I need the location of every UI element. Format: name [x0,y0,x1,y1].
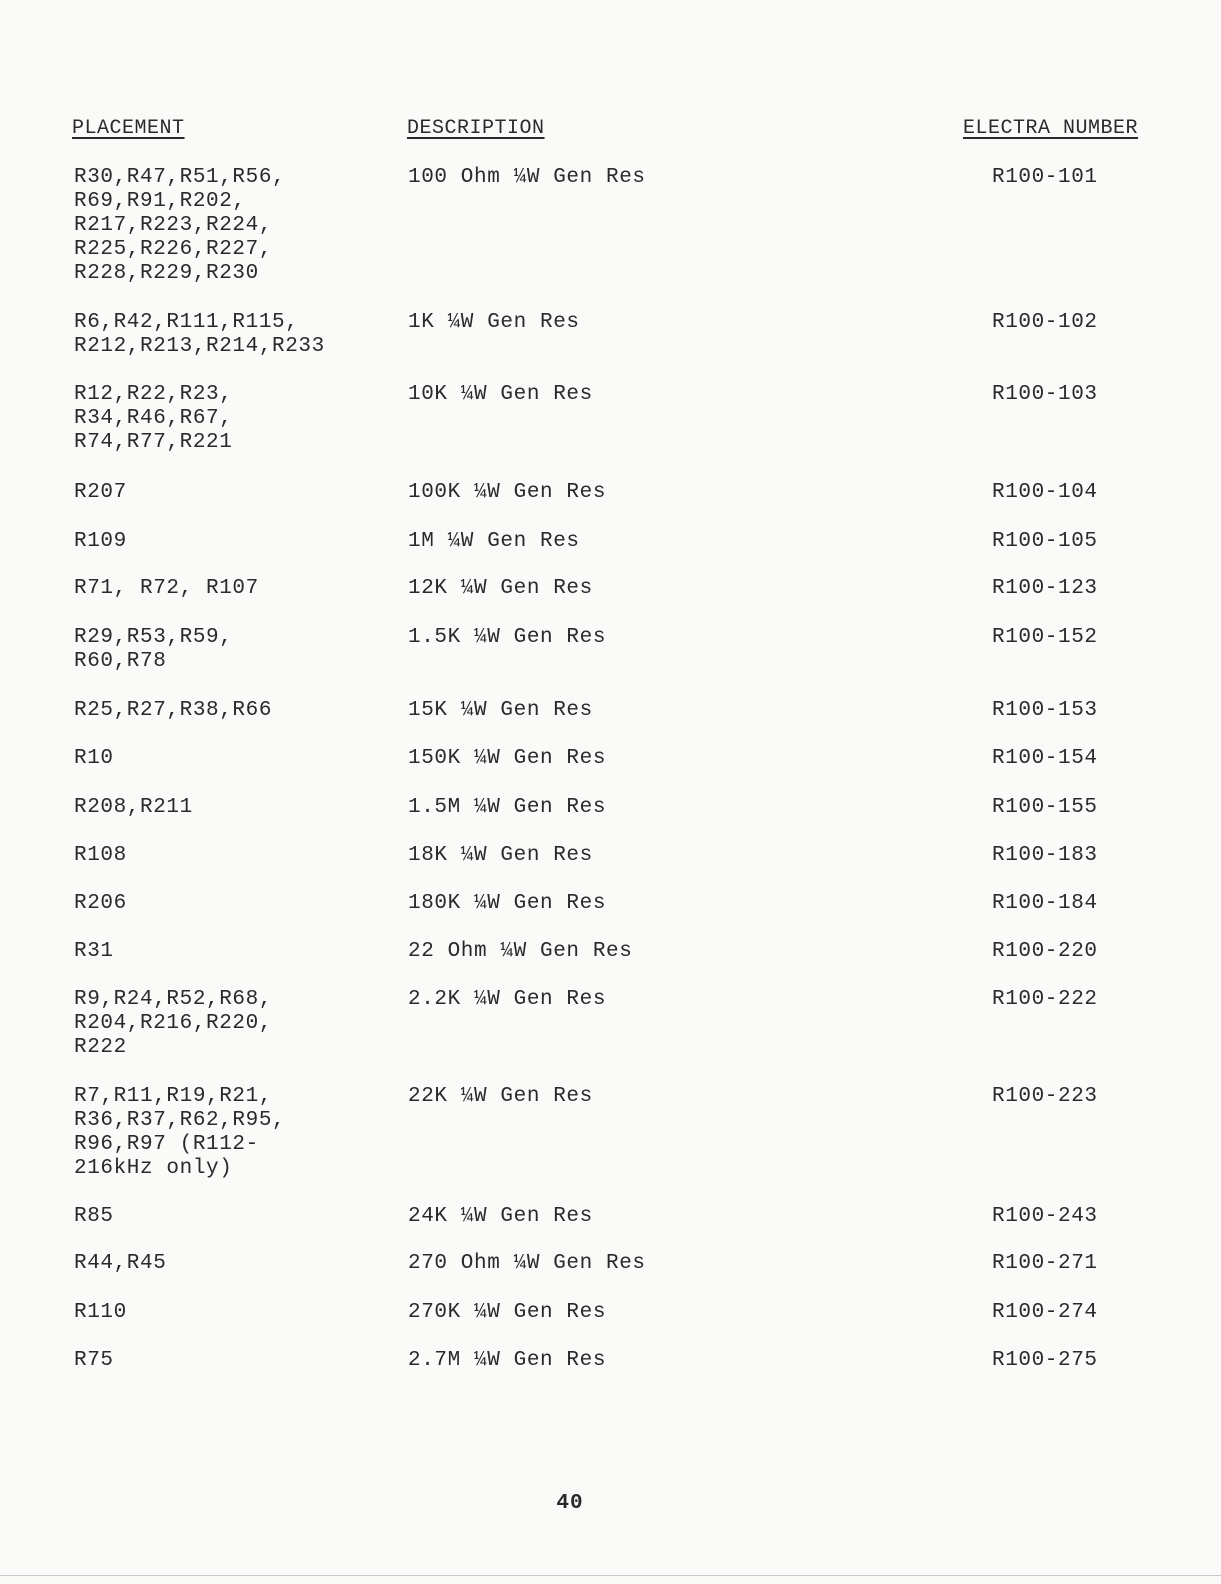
electra-number-cell: R100-243 [992,1205,1098,1228]
description-cell: 150K ¼W Gen Res [408,747,607,770]
electra-number-cell: R100-155 [992,796,1098,819]
electra-number-cell: R100-223 [992,1085,1098,1108]
placement-cell: R208,R211 [74,796,193,819]
description-cell: 18K ¼W Gen Res [408,844,593,867]
description-cell: 180K ¼W Gen Res [408,892,607,915]
page-edge-divider [0,1575,1221,1576]
electra-number-cell: R100-123 [992,577,1098,600]
description-cell: 2.2K ¼W Gen Res [408,988,607,1011]
placement-cell: R44,R45 [74,1252,167,1275]
description-cell: 1M ¼W Gen Res [408,530,580,553]
electra-number-cell: R100-102 [992,311,1098,334]
placement-cell: R71, R72, R107 [74,577,259,600]
column-header-placement: PLACEMENT [72,117,185,140]
electra-number-cell: R100-184 [992,892,1098,915]
placement-cell: R206 [74,892,127,915]
placement-cell: R6,R42,R111,R115, R212,R213,R214,R233 [74,311,325,358]
electra-number-cell: R100-101 [992,166,1098,189]
electra-number-cell: R100-274 [992,1301,1098,1324]
placement-cell: R109 [74,530,127,553]
placement-cell: R31 [74,940,114,963]
electra-number-cell: R100-220 [992,940,1098,963]
placement-cell: R10 [74,747,114,770]
placement-cell: R108 [74,844,127,867]
placement-cell: R29,R53,R59, R60,R78 [74,626,233,673]
placement-cell: R75 [74,1349,114,1372]
description-cell: 100 Ohm ¼W Gen Res [408,166,646,189]
placement-cell: R12,R22,R23, R34,R46,R67, R74,R77,R221 [74,383,233,454]
page-number: 40 [556,1492,584,1515]
description-cell: 270 Ohm ¼W Gen Res [408,1252,646,1275]
description-cell: 270K ¼W Gen Res [408,1301,607,1324]
description-cell: 22 Ohm ¼W Gen Res [408,940,633,963]
placement-cell: R85 [74,1205,114,1228]
column-header-electra-number: ELECTRA NUMBER [963,117,1139,140]
electra-number-cell: R100-105 [992,530,1098,553]
description-cell: 24K ¼W Gen Res [408,1205,593,1228]
electra-number-cell: R100-153 [992,699,1098,722]
electra-number-cell: R100-152 [992,626,1098,649]
description-cell: 1K ¼W Gen Res [408,311,580,334]
description-cell: 1.5M ¼W Gen Res [408,796,607,819]
placement-cell: R25,R27,R38,R66 [74,699,273,722]
placement-cell: R30,R47,R51,R56, R69,R91,R202, R217,R223,R224, R225,R226,R227, R228,R229,R230 [74,166,286,285]
electra-number-cell: R100-103 [992,383,1098,406]
description-cell: 1.5K ¼W Gen Res [408,626,607,649]
description-cell: 22K ¼W Gen Res [408,1085,593,1108]
electra-number-cell: R100-271 [992,1252,1098,1275]
description-cell: 100K ¼W Gen Res [408,481,607,504]
description-cell: 10K ¼W Gen Res [408,383,593,406]
electra-number-cell: R100-222 [992,988,1098,1011]
placement-cell: R9,R24,R52,R68, R204,R216,R220, R222 [74,988,273,1059]
placement-cell: R7,R11,R19,R21, R36,R37,R62,R95, R96,R97 (R112- 216kHz only) [74,1085,286,1180]
description-cell: 15K ¼W Gen Res [408,699,593,722]
description-cell: 12K ¼W Gen Res [408,577,593,600]
electra-number-cell: R100-275 [992,1349,1098,1372]
column-header-description: DESCRIPTION [407,117,545,140]
electra-number-cell: R100-104 [992,481,1098,504]
electra-number-cell: R100-154 [992,747,1098,770]
electra-number-cell: R100-183 [992,844,1098,867]
placement-cell: R110 [74,1301,127,1324]
placement-cell: R207 [74,481,127,504]
description-cell: 2.7M ¼W Gen Res [408,1349,607,1372]
